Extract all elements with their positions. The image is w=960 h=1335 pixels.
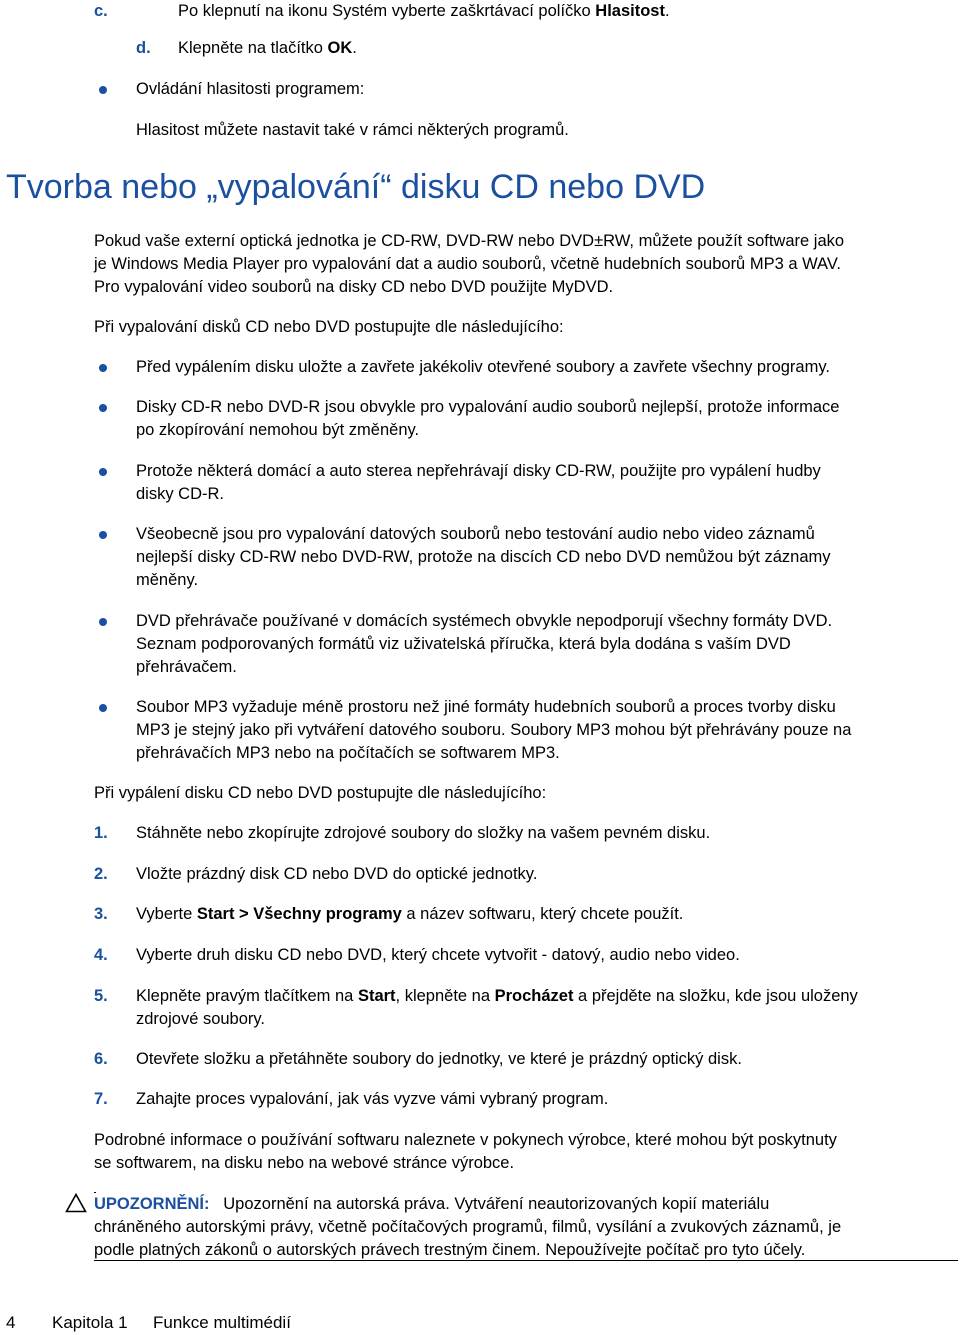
step-number: 1. [94,824,108,842]
bullet-icon [99,704,107,712]
steps-intro: Při vypálení disku CD nebo DVD postupujte dle následujícího: [94,784,547,802]
caution-triangle-icon [65,1193,87,1213]
bullet-icon [99,364,107,372]
step-text: Otevřete složku a přetáhněte soubory do jednotky, ve které je prázdný optický disk. [136,1050,742,1068]
step-number: 7. [94,1090,108,1108]
step-number: 4. [94,946,108,964]
intro-line: Pokud vaše externí optická jednotka je CD-RW, DVD-RW nebo DVD±RW, můžete použít software jako [94,232,845,250]
footer-chapter: Kapitola 1 [52,1313,128,1332]
bullet-icon [99,531,107,539]
bullet-line: Před vypálením disku uložte a zavřete jakékoliv otevřené soubory a zavřete všechny programy. [136,358,830,376]
step-text: Vložte prázdný disk CD nebo DVD do optické jednotky. [136,865,538,883]
bullet-line: nejlepší disky CD-RW nebo DVD-RW, protože na discích CD nebo DVD nemůžou být záznamy [136,548,831,566]
intro-line: Pro vypalování video souborů na disky CD nebo DVD použijte MyDVD. [94,278,614,296]
step-text: Klepněte pravým tlačítkem na Start, klepněte na Procházet a přejděte na složku, kde jsou uloženy [136,987,858,1005]
closing-line: Podrobné informace o používání softwaru naleznete v pokynech výrobce, které mohou být poskytnuty [94,1131,837,1149]
bullet-line: Protože některá domácí a auto sterea nepřehrávají disky CD-RW, použijte pro vypálení hudby [136,462,821,480]
bullet-line: po zkopírování nemohou být změněny. [136,421,420,439]
bullet-icon [99,404,107,412]
page-number: 4 [6,1313,16,1332]
caution-line: podle platných zákonů o autorských právech trestným činem. Nepoužívejte počítač pro tyto účely. [94,1241,806,1259]
step-text: Zahajte proces vypalování, jak vás vyzve vámi vybraný program. [136,1090,609,1108]
step-text: Stáhněte nebo zkopírujte zdrojové soubory do složky na vašem pevném disku. [136,824,711,842]
list-item-d: Klepněte na tlačítko OK. [178,39,357,57]
closing-line: se softwarem, na disku nebo na webové stránce výrobce. [94,1154,515,1172]
step-text: Vyberte druh disku CD nebo DVD, který chcete vytvořit - datový, audio nebo video. [136,946,740,964]
bullet-line: Všeobecně jsou pro vypalování datových souborů nebo testování audio nebo video záznamů [136,525,815,543]
bullet-line: disky CD-R. [136,485,225,503]
bullet-icon [99,86,107,94]
caution-line: UPOZORNĚNÍ: Upozornění na autorská práva. Vytváření neautorizovaných kopií materiálu [94,1195,770,1213]
list-marker-d: d. [136,39,151,57]
list-item-c: Po klepnutí na ikonu Systém vyberte zaškrtávací políčko Hlasitost. [178,2,670,20]
step-number: 3. [94,905,108,923]
step-number: 2. [94,865,108,883]
bullet-line: měněny. [136,571,199,589]
bullet-icon [99,618,107,626]
bullet-line: MP3 je stejný jako při vytváření datového souboru. Soubory MP3 mohou být přehrávány pouze na [136,721,852,739]
bullet-line: Disky CD-R nebo DVD-R jsou obvykle pro vypalování audio souborů nejlepší, protože informace [136,398,840,416]
intro-line: je Windows Media Player pro vypalování dat a audio souborů, včetně hudebních souborů MP3 a WAV. [94,255,841,273]
bullet-icon [99,468,107,476]
bullet-line: Seznam podporovaných formátů viz uživatelská příručka, která byla dodána s vaším DVD [136,635,791,653]
step-number: 5. [94,987,108,1005]
bullets-intro: Při vypalování disků CD nebo DVD postupujte dle následujícího: [94,318,564,336]
step-text: zdrojové soubory. [136,1010,266,1028]
bullet-line: přehrávačem. [136,658,237,676]
section-title: Tvorba nebo „vypalování“ disku CD nebo DVD [6,168,706,206]
caution-line: chráněného autorskými právy, včetně počítačových programů, filmů, vysílání a zvukových záznamů, je [94,1218,842,1236]
bullet-title: Ovládání hlasitosti programem: [136,80,365,98]
footer-chapter-title: Funkce multimédií [153,1313,291,1332]
step-number: 6. [94,1050,108,1068]
bullet-line: přehrávačích MP3 nebo na počítačích se softwarem MP3. [136,744,560,762]
caution-rule [94,1260,958,1261]
bullet-line: Soubor MP3 vyžaduje méně prostoru než jiné formáty hudebních souborů a proces tvorby disku [136,698,836,716]
step-text: Vyberte Start > Všechny programy a název softwaru, který chcete použít. [136,905,684,923]
bullet-body: Hlasitost můžete nastavit také v rámci některých programů. [136,121,569,139]
list-marker-c: c. [94,2,108,20]
bullet-line: DVD přehrávače používané v domácích systémech obvykle nepodporují všechny formáty DVD. [136,612,833,630]
